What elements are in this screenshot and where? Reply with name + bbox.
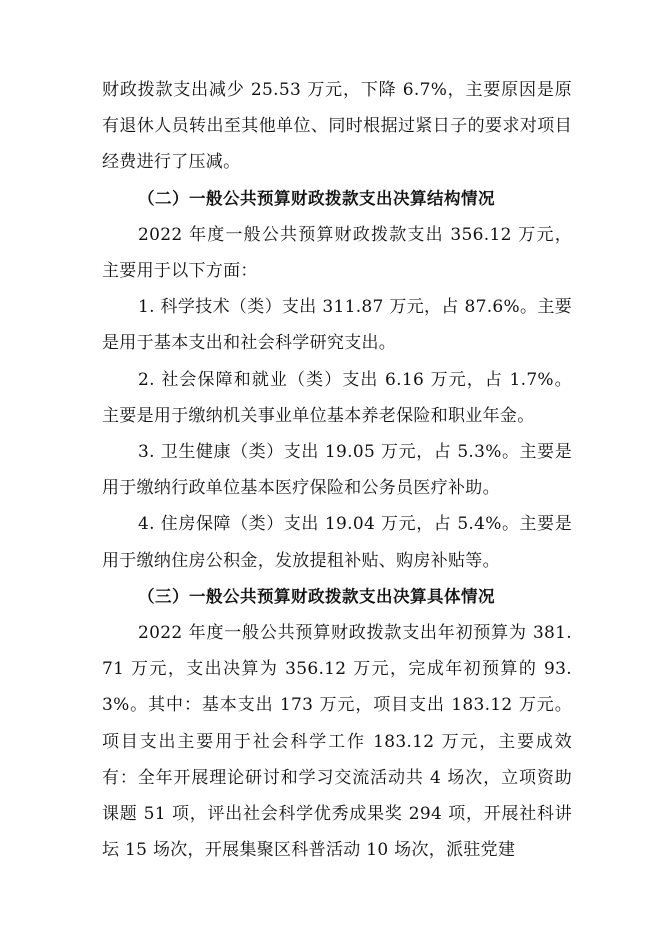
paragraph-science-technology: 1. 科学技术（类）支出 311.87 万元，占 87.6%。主要是用于基本支出和社会科学研究支出。	[102, 297, 572, 354]
paragraph-social-security: 2. 社会保障和就业（类）支出 6.16 万元，占 1.7%。主要是用于缴纳机关事业单位基本养老保险和职业年金。	[102, 369, 572, 426]
paragraph-health: 3. 卫生健康（类）支出 19.05 万元，占 5.3%。主要是用于缴纳行政单位基本医疗保险和公务员医疗补助。	[102, 442, 572, 499]
paragraph-expenditure-decrease: 财政拨款支出减少 25.53 万元，下降 6.7%，主要原因是原有退休人员转出至其他单位、同时根据过紧日子的要求对项目经费进行了压减。	[102, 80, 572, 173]
paragraph-housing: 4. 住房保障（类）支出 19.04 万元，占 5.4%。主要是用于缴纳住房公积金，发放提租补贴、购房补贴等。	[102, 514, 572, 571]
paragraph-total-expenditure: 2022 年度一般公共预算财政拨款支出 356.12 万元，主要用于以下方面：	[102, 224, 572, 282]
section-heading-structure: （二）一般公共预算财政拨款支出决算结构情况	[138, 188, 495, 208]
paragraph-budget-details: 2022 年度一般公共预算财政拨款支出年初预算为 381.71 万元，支出决算为 356.12 万元，完成年初预算的 93.3%。其中：基本支出 173 万元，项目支出 183.12 万元。项目支出主要用于社会科学工作 183.12 万元，主要成效有：全年开展理论研讨和学习交流活动共 4 场次，立项资助课题 51 项，评出社会科学优秀成果奖 294 项，开展社科讲坛 15 场次，开展集聚区科普活动 10 场次，派驻党建	[102, 623, 572, 861]
section-heading-details: （三）一般公共预算财政拨款支出决算具体情况	[138, 586, 495, 606]
